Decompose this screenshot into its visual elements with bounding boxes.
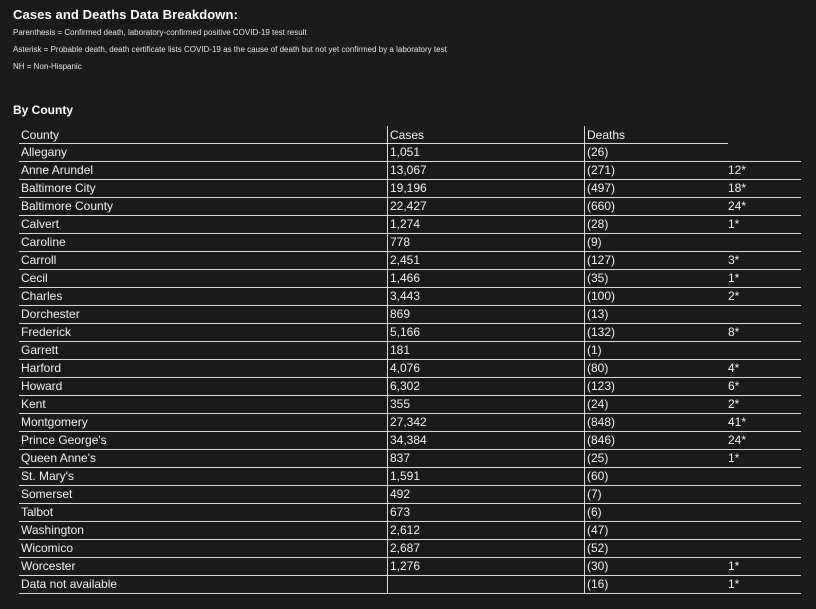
note-nh: NH = Non-Hispanic	[13, 62, 82, 71]
cases-cell: 837	[388, 450, 585, 468]
table-row	[19, 144, 801, 162]
county-cell: Harford	[19, 360, 388, 378]
deaths-cell: (13)	[585, 306, 729, 324]
county-cell: Kent	[19, 396, 388, 414]
cases-cell: 181	[388, 342, 585, 360]
county-table	[19, 126, 801, 594]
table-row	[19, 234, 801, 252]
header-deaths: Deaths	[585, 126, 729, 144]
county-cell: Calvert	[19, 216, 388, 234]
deaths-cell: (35)	[585, 270, 729, 288]
table-row	[19, 540, 801, 558]
table-row	[19, 378, 801, 396]
deaths-cell: (9)	[585, 234, 729, 252]
cases-cell: 34,384	[388, 432, 585, 450]
table-row	[19, 486, 801, 504]
table-row	[19, 504, 801, 522]
page-title: Cases and Deaths Data Breakdown:	[13, 7, 238, 22]
county-cell: Dorchester	[19, 306, 388, 324]
table-body	[19, 144, 801, 594]
table-row	[19, 270, 801, 288]
table-row	[19, 306, 801, 324]
probable-deaths-cell	[728, 522, 801, 540]
probable-deaths-cell	[728, 486, 801, 504]
table-header-row	[19, 126, 801, 144]
deaths-cell: (24)	[585, 396, 729, 414]
deaths-cell: (80)	[585, 360, 729, 378]
cases-cell	[388, 576, 585, 594]
county-cell: Garrett	[19, 342, 388, 360]
county-cell: Wicomico	[19, 540, 388, 558]
cases-cell: 19,196	[388, 180, 585, 198]
cases-cell: 778	[388, 234, 585, 252]
county-cell: Charles	[19, 288, 388, 306]
cases-cell: 1,051	[388, 144, 585, 162]
deaths-cell: (47)	[585, 522, 729, 540]
probable-deaths-cell: 8*	[728, 324, 801, 342]
probable-deaths-cell: 1*	[728, 216, 801, 234]
table-row	[19, 414, 801, 432]
note-parenthesis: Parenthesis = Confirmed death, laboratory-confirmed positive COVID-19 test result	[13, 28, 307, 37]
header-probable	[728, 126, 801, 144]
probable-deaths-cell: 12*	[728, 162, 801, 180]
county-cell: Carroll	[19, 252, 388, 270]
probable-deaths-cell: 24*	[728, 198, 801, 216]
probable-deaths-cell: 2*	[728, 396, 801, 414]
deaths-cell: (52)	[585, 540, 729, 558]
probable-deaths-cell: 24*	[728, 432, 801, 450]
deaths-cell: (28)	[585, 216, 729, 234]
table-row	[19, 342, 801, 360]
cases-cell: 355	[388, 396, 585, 414]
deaths-cell: (660)	[585, 198, 729, 216]
cases-cell: 1,466	[388, 270, 585, 288]
cases-cell: 4,076	[388, 360, 585, 378]
note-asterisk: Asterisk = Probable death, death certificate lists COVID-19 as the cause of death but not yet confirmed by a laboratory test	[13, 45, 447, 54]
probable-deaths-cell	[728, 504, 801, 522]
probable-deaths-cell	[728, 234, 801, 252]
county-cell: Prince George's	[19, 432, 388, 450]
table-row	[19, 252, 801, 270]
deaths-cell: (1)	[585, 342, 729, 360]
table-row	[19, 162, 801, 180]
deaths-cell: (848)	[585, 414, 729, 432]
table-row	[19, 468, 801, 486]
table-row	[19, 180, 801, 198]
probable-deaths-cell: 1*	[728, 450, 801, 468]
cases-cell: 869	[388, 306, 585, 324]
table-row	[19, 216, 801, 234]
deaths-cell: (16)	[585, 576, 729, 594]
county-cell: Frederick	[19, 324, 388, 342]
probable-deaths-cell: 41*	[728, 414, 801, 432]
county-cell: Baltimore County	[19, 198, 388, 216]
county-cell: Worcester	[19, 558, 388, 576]
cases-cell: 5,166	[388, 324, 585, 342]
header-cases: Cases	[388, 126, 585, 144]
deaths-cell: (25)	[585, 450, 729, 468]
probable-deaths-cell	[728, 306, 801, 324]
cases-cell: 492	[388, 486, 585, 504]
cases-cell: 1,276	[388, 558, 585, 576]
deaths-cell: (100)	[585, 288, 729, 306]
county-cell: Somerset	[19, 486, 388, 504]
deaths-cell: (127)	[585, 252, 729, 270]
deaths-cell: (271)	[585, 162, 729, 180]
county-cell: Montgomery	[19, 414, 388, 432]
table-row	[19, 198, 801, 216]
deaths-cell: (60)	[585, 468, 729, 486]
deaths-cell: (123)	[585, 378, 729, 396]
county-cell: Anne Arundel	[19, 162, 388, 180]
cases-cell: 2,451	[388, 252, 585, 270]
cases-cell: 1,591	[388, 468, 585, 486]
deaths-cell: (6)	[585, 504, 729, 522]
table-row	[19, 576, 801, 594]
probable-deaths-cell	[728, 144, 801, 162]
probable-deaths-cell: 2*	[728, 288, 801, 306]
table-row	[19, 522, 801, 540]
cases-cell: 2,612	[388, 522, 585, 540]
section-title: By County	[13, 103, 73, 117]
probable-deaths-cell: 1*	[728, 558, 801, 576]
cases-cell: 1,274	[388, 216, 585, 234]
probable-deaths-cell: 1*	[728, 576, 801, 594]
cases-cell: 6,302	[388, 378, 585, 396]
cases-cell: 2,687	[388, 540, 585, 558]
cases-cell: 27,342	[388, 414, 585, 432]
probable-deaths-cell	[728, 540, 801, 558]
table-row	[19, 360, 801, 378]
county-cell: Caroline	[19, 234, 388, 252]
county-cell: Howard	[19, 378, 388, 396]
county-cell: Cecil	[19, 270, 388, 288]
cases-cell: 22,427	[388, 198, 585, 216]
probable-deaths-cell: 1*	[728, 270, 801, 288]
probable-deaths-cell	[728, 468, 801, 486]
probable-deaths-cell: 3*	[728, 252, 801, 270]
county-cell: Queen Anne's	[19, 450, 388, 468]
deaths-cell: (26)	[585, 144, 729, 162]
county-cell: St. Mary's	[19, 468, 388, 486]
deaths-cell: (7)	[585, 486, 729, 504]
header-county: County	[19, 126, 388, 144]
county-cell: Baltimore City	[19, 180, 388, 198]
table-row	[19, 324, 801, 342]
deaths-cell: (30)	[585, 558, 729, 576]
cases-cell: 673	[388, 504, 585, 522]
deaths-cell: (846)	[585, 432, 729, 450]
cases-cell: 3,443	[388, 288, 585, 306]
table-row	[19, 450, 801, 468]
table-row	[19, 432, 801, 450]
table-row	[19, 288, 801, 306]
county-cell: Allegany	[19, 144, 388, 162]
county-cell: Washington	[19, 522, 388, 540]
probable-deaths-cell: 6*	[728, 378, 801, 396]
deaths-cell: (497)	[585, 180, 729, 198]
table-row	[19, 558, 801, 576]
probable-deaths-cell: 4*	[728, 360, 801, 378]
probable-deaths-cell: 18*	[728, 180, 801, 198]
deaths-cell: (132)	[585, 324, 729, 342]
cases-cell: 13,067	[388, 162, 585, 180]
table-row	[19, 396, 801, 414]
county-cell: Talbot	[19, 504, 388, 522]
probable-deaths-cell	[728, 342, 801, 360]
county-cell: Data not available	[19, 576, 388, 594]
